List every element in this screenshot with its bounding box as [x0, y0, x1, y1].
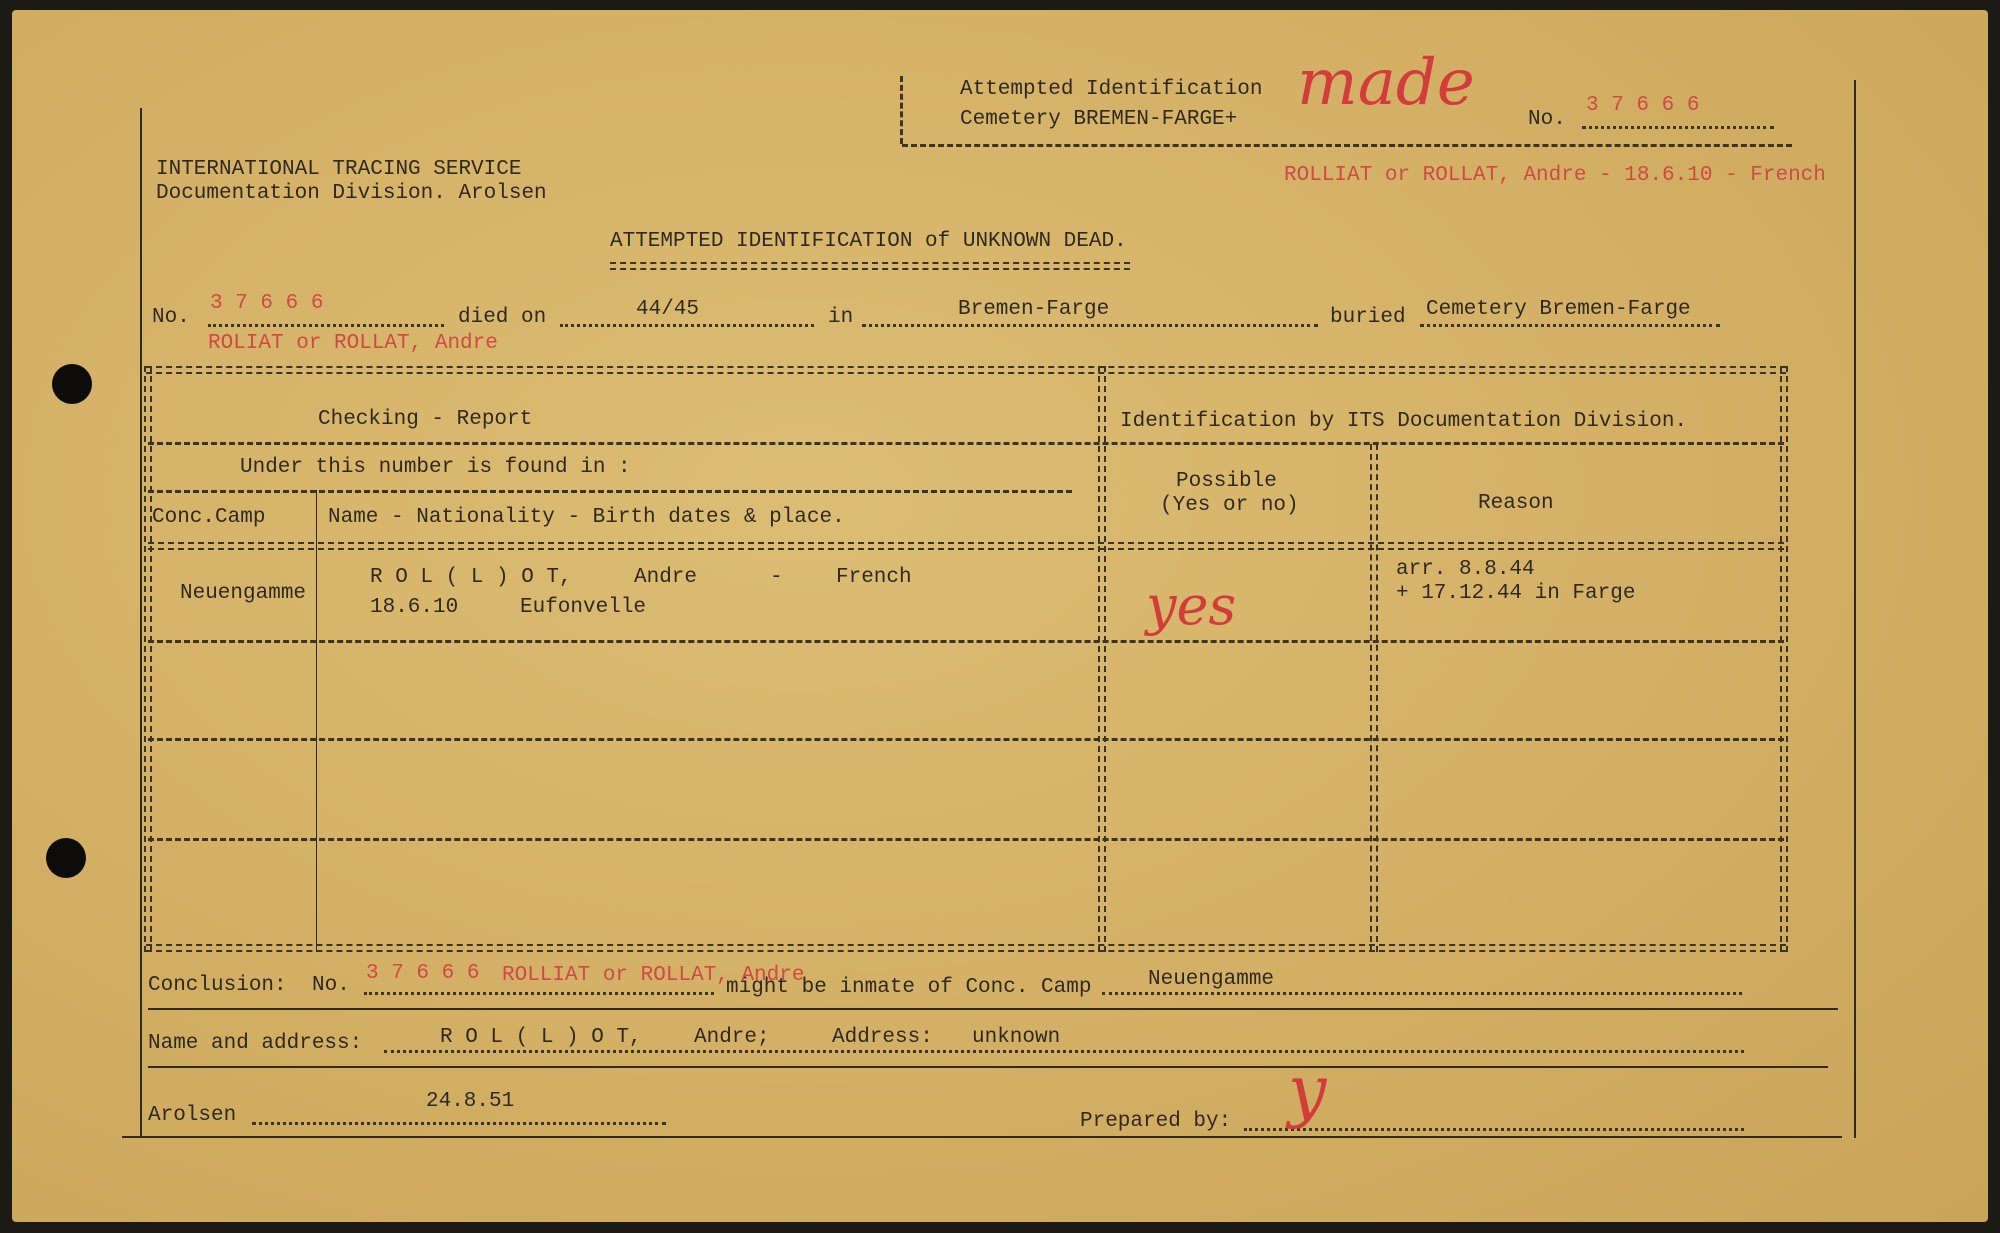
table-left-border [144, 366, 152, 952]
table-row-line-1 [148, 640, 1784, 643]
punch-hole-bottom [46, 838, 86, 878]
table-right-border [1780, 366, 1788, 952]
table-bottom-border [146, 944, 1786, 952]
name-address-dotline [384, 1050, 1744, 1053]
record-buried-dotline [1420, 324, 1720, 327]
row-birthdate: 18.6.10 [370, 596, 459, 619]
name-address-underline [148, 1066, 1828, 1068]
table-header-line-3 [148, 542, 1784, 550]
conclusion-underline [148, 1008, 1838, 1010]
org-division: Documentation Division. Arolsen [156, 182, 547, 205]
checking-report-heading: Checking - Report [318, 408, 533, 431]
conclusion-no-value: 3 7 6 6 6 [366, 962, 480, 985]
header-box-bottom [902, 144, 1792, 147]
table-camp-divider [316, 490, 317, 952]
record-in-dotline [862, 324, 1318, 327]
record-in-label: in [828, 306, 854, 329]
name-address-firstname: Andre; [694, 1026, 770, 1049]
table-top-border [146, 366, 1786, 374]
record-buried-label: buried [1330, 306, 1406, 329]
footer-place: Arolsen [148, 1104, 237, 1127]
row-dash: - [770, 566, 783, 589]
conclusion-camp: Neuengamme [1148, 968, 1275, 991]
column-camp-header: Conc.Camp [152, 506, 266, 529]
column-name-header: Name - Nationality - Birth dates & place. [328, 506, 845, 529]
conclusion-label: Conclusion: [148, 974, 287, 997]
identification-heading: Identification by ITS Documentation Division. [1120, 410, 1688, 433]
row-surname: R O L ( L ) O T, [370, 566, 572, 589]
name-address-surname: R O L ( L ) O T, [440, 1026, 642, 1049]
conclusion-no-label: No. [312, 974, 350, 997]
form-title: ATTEMPTED IDENTIFICATION of UNKNOWN DEAD. [610, 230, 1127, 253]
conclusion-text: might be inmate of Conc. Camp [726, 976, 1092, 999]
conclusion-name: ROLLIAT or ROLLAT, Andre [502, 964, 805, 987]
record-no-value: 3 7 6 6 6 [210, 292, 324, 315]
header-no-label: No. [1528, 108, 1566, 131]
column-possible-header: Possible [1176, 470, 1277, 493]
row-possible-handwritten: yes [1146, 574, 1237, 637]
table-header-line-1 [148, 442, 1784, 445]
punch-hole-top [52, 364, 92, 404]
form-title-underline [610, 262, 1130, 270]
org-name: INTERNATIONAL TRACING SERVICE [156, 158, 522, 181]
row-birthplace: Eufonvelle [520, 596, 647, 619]
frame-left-line [140, 108, 142, 1138]
record-name: ROLIAT or ROLLAT, Andre [208, 332, 498, 355]
table-middle-divider [1098, 366, 1106, 952]
under-number-heading: Under this number is found in : [240, 456, 631, 479]
header-no-dotline [1582, 126, 1774, 129]
prepared-by-label: Prepared by: [1080, 1110, 1232, 1133]
record-died-value: 44/45 [636, 298, 700, 321]
row-reason-line-2: + 17.12.44 in Farge [1396, 582, 1636, 605]
table-header-line-2 [148, 490, 1072, 493]
row-camp: Neuengamme [180, 582, 307, 605]
record-in-value: Bremen-Farge [958, 298, 1110, 321]
header-no-value: 3 7 6 6 6 [1586, 94, 1700, 117]
conclusion-no-dotline [364, 992, 714, 995]
frame-right-line [1854, 80, 1856, 1138]
conclusion-camp-dotline [1102, 992, 1742, 995]
row-firstname: Andre [634, 566, 698, 589]
record-no-dotline [208, 324, 444, 327]
header-box-title: Attempted Identification [960, 78, 1263, 101]
handwritten-made: made [1297, 46, 1475, 120]
record-no-label: No. [152, 306, 190, 329]
address-value: unknown [972, 1026, 1061, 1049]
prepared-by-initials: y [1288, 1052, 1327, 1131]
column-reason-header: Reason [1478, 492, 1554, 515]
address-label: Address: [832, 1026, 933, 1049]
subject-line: ROLLIAT or ROLLAT, Andre - 18.6.10 - French [1284, 164, 1826, 187]
row-nationality: French [836, 566, 912, 589]
table-row-line-2 [148, 738, 1784, 741]
record-died-label: died on [458, 306, 547, 329]
header-box-left [900, 76, 903, 144]
record-buried-value: Cemetery Bremen-Farge [1426, 298, 1691, 321]
column-possible-sub: (Yes or no) [1160, 494, 1299, 517]
record-died-dotline [560, 324, 814, 327]
table-reason-divider [1370, 444, 1378, 952]
index-card [12, 10, 1988, 1222]
footer-date: 24.8.51 [426, 1090, 515, 1113]
table-row-line-3 [148, 838, 1784, 841]
frame-bottom-line [122, 1136, 1842, 1138]
row-reason-line-1: arr. 8.8.44 [1396, 558, 1535, 581]
header-cemetery: Cemetery BREMEN-FARGE+ [960, 108, 1238, 131]
footer-date-dotline [252, 1122, 666, 1125]
name-address-label: Name and address: [148, 1032, 363, 1055]
